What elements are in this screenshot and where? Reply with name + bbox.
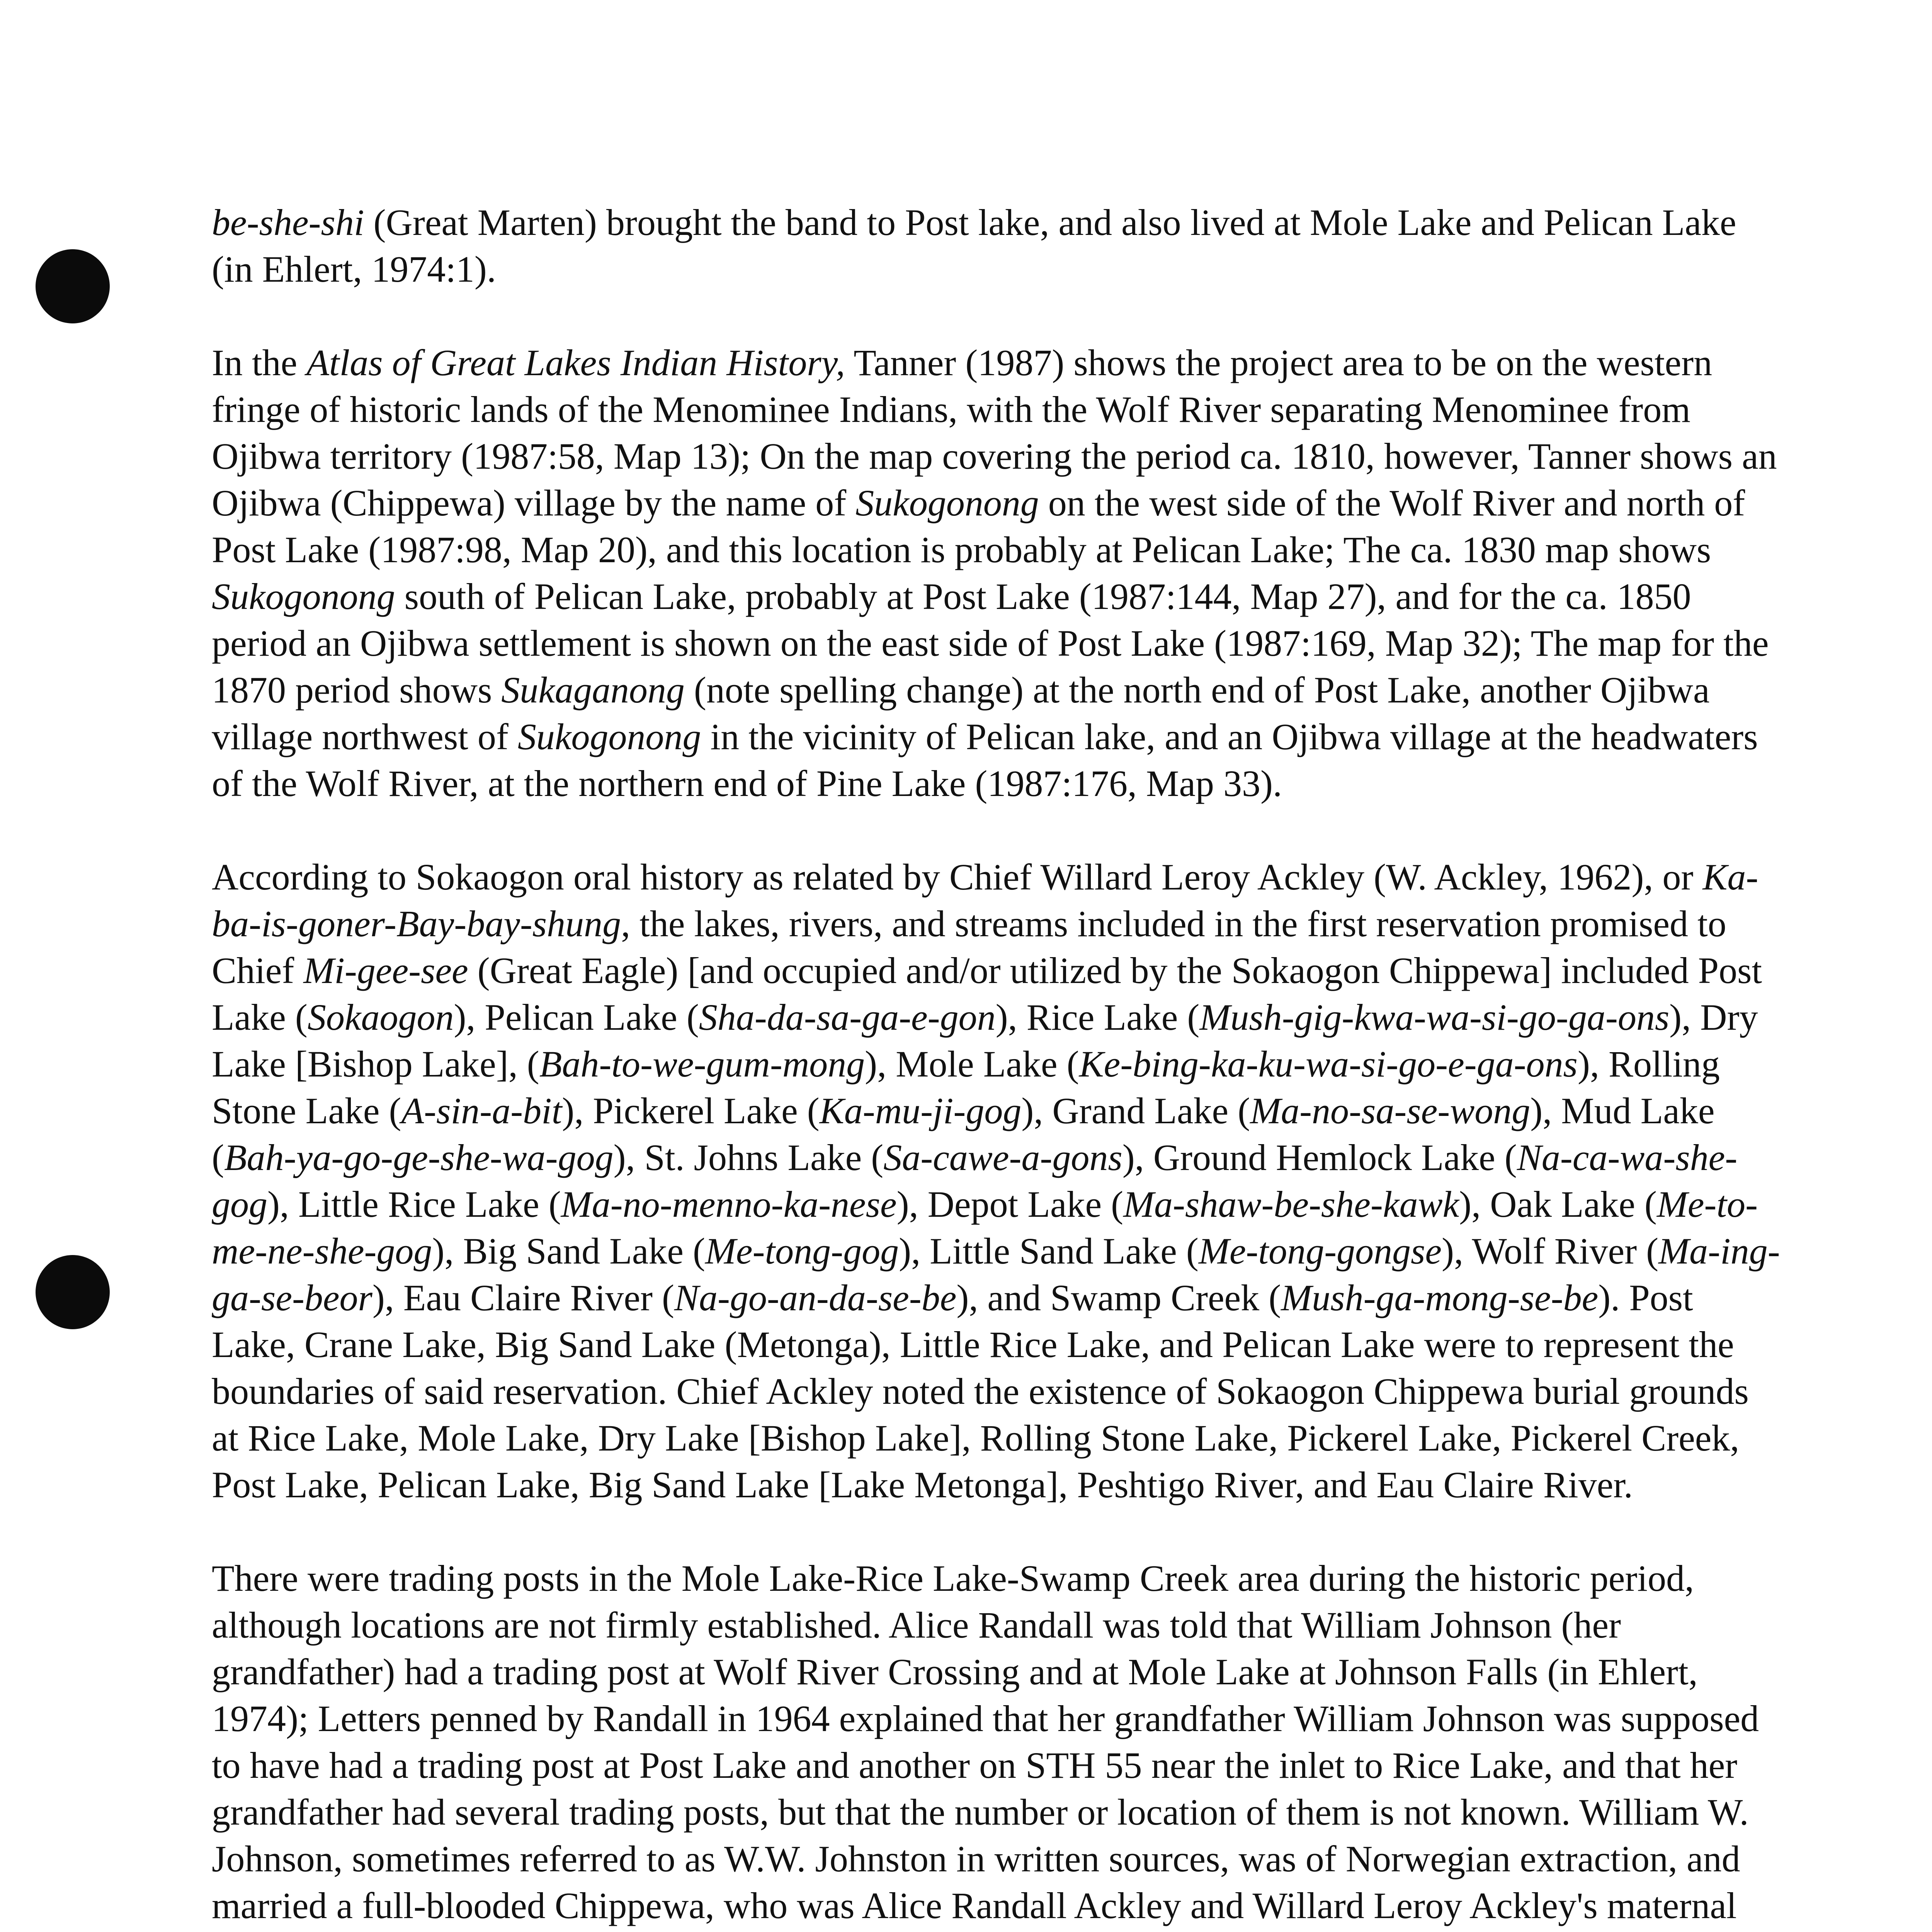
italic-text: Me-to-me-ne-she-gog: [212, 1184, 1758, 1272]
text-run: (note spelling change) at the north end of Post Lake, another Ojibwa village northwest of: [212, 669, 1710, 757]
italic-text: Bah-to-we-gum-mong: [539, 1043, 865, 1085]
italic-text: Sokaogon: [307, 997, 454, 1038]
italic-text: Sukaganong: [501, 669, 685, 711]
text-run: on the west side of the Wolf River and north of Post Lake (1987:98, Map 20), and this location is probably at Pelican Lake; The ca. 1830 map shows: [212, 482, 1745, 570]
text-run: ), Ground Hemlock Lake (: [1122, 1137, 1517, 1178]
italic-text: Mush-gig-kwa-wa-si-go-ga-ons: [1199, 997, 1670, 1038]
italic-text: Ma-no-sa-se-wong: [1250, 1090, 1531, 1131]
text-run: In the: [212, 342, 307, 383]
text-run: ), Rice Lake (: [995, 997, 1200, 1038]
text-run: ), Oak Lake (: [1459, 1184, 1657, 1225]
italic-text: A-sin-a-bit: [401, 1090, 562, 1131]
text-run: ), Pickerel Lake (: [562, 1090, 820, 1131]
text-run: (Great Eagle) [and occupied and/or utilized by the Sokaogon Chippewa] included Post Lake (: [212, 950, 1762, 1038]
text-run: ), Big Sand Lake (: [432, 1230, 705, 1272]
paragraph: [212, 1555, 1781, 1932]
italic-text: Sha-da-sa-ga-e-gon: [699, 997, 996, 1038]
text-run: ), St. Johns Lake (: [613, 1137, 884, 1178]
italic-text: Sukogonong: [855, 482, 1039, 524]
text-run: ), Rolling Stone Lake (: [212, 1043, 1720, 1131]
italic-text: Sukogonong: [212, 576, 395, 617]
paragraph: [212, 854, 1781, 1508]
text-run: ), Little Sand Lake (: [899, 1230, 1199, 1272]
italic-text: be-she-shi: [212, 202, 364, 243]
text-run: (Great Marten) brought the band to Post lake, and also lived at Mole Lake and Pelican Lake (in Ehlert, 1974:1).: [212, 202, 1736, 290]
italic-text: Ma-ing-ga-se-beor: [212, 1230, 1780, 1318]
text-run: According to Sokaogon oral history as related by Chief Willard Leroy Ackley (W. Ackley, 1962), or: [212, 856, 1703, 898]
body-text: [212, 199, 1781, 1932]
paragraph: [212, 199, 1781, 293]
italic-text: Ka-ba-is-goner-Bay-bay-shung: [212, 856, 1759, 944]
text-run: ), Little Rice Lake (: [267, 1184, 561, 1225]
italic-text: Mush-ga-mong-se-be: [1281, 1277, 1599, 1318]
italic-text: Ma-shaw-be-she-kawk: [1123, 1184, 1459, 1225]
binder-hole-top: [36, 249, 110, 323]
italic-text: Atlas of Great Lakes Indian History,: [306, 342, 845, 383]
text-run: ), Mole Lake (: [865, 1043, 1079, 1085]
italic-text: Sa-cawe-a-gons: [883, 1137, 1122, 1178]
italic-text: Ke-bing-ka-ku-wa-si-go-e-ga-ons: [1079, 1043, 1578, 1085]
italic-text: Ma-no-menno-ka-nese: [561, 1184, 897, 1225]
text-run: There were trading posts in the Mole Lake-Rice Lake-Swamp Creek area during the historic period, although locations are not firmly established. Alice Randall was told that William Johnson (her grandfather) had a trading post at Wolf River Crossing and at Mole Lake at Johnson Falls (in Ehlert, 1974); Letters penned by Randall in 1964 explained that her grandfather William Johnson was supposed to have had a trading post at Post Lake and another on STH 55 near the inlet to Rice Lake, and that her grandfather had several trading posts, but that the number or location of them is not known. William W. Johnson, sometimes referred to as W.W. Johnston in written sources, was of Norwegian extraction, and married a full-blooded Chippewa, who was Alice Randall Ackley and Willard Leroy Ackley's maternal: [212, 1558, 1759, 1926]
text-run: ), Wolf River (: [1442, 1230, 1659, 1272]
text-run: , the lakes, rivers, and streams included in the first reservation promised to Chief: [212, 903, 1726, 991]
italic-text: Me-tong-gog: [705, 1230, 899, 1272]
italic-text: Sukogonong: [517, 716, 701, 757]
text-run: ). Post Lake, Crane Lake, Big Sand Lake (Metonga), Little Rice Lake, and Pelican Lake were to represent the boundaries of said reservation. Chief Ackley noted the existence of Sokaogon Chippewa burial grounds at Rice Lake, Mole Lake, Dry Lake [Bishop Lake], Rolling Stone Lake, Pickerel Lake, Pickerel Creek, Post Lake, Pelican Lake, Big Sand Lake [Lake Metonga], Peshtigo River, and Eau Claire River.: [212, 1277, 1749, 1505]
italic-text: Me-tong-gongse: [1198, 1230, 1442, 1272]
italic-text: Ka-mu-ji-gog: [819, 1090, 1022, 1131]
text-run: ), Mud Lake (: [212, 1090, 1715, 1178]
text-run: ), Depot Lake (: [896, 1184, 1124, 1225]
italic-text: Mi-gee-see: [303, 950, 468, 991]
italic-text: Bah-ya-go-ge-she-wa-gog: [224, 1137, 614, 1178]
text-run: ), Dry Lake [Bishop Lake], (: [212, 997, 1758, 1085]
text-run: south of Pelican Lake, probably at Post Lake (1987:144, Map 27), and for the ca. 1850 period an Ojibwa settlement is shown on the east side of Post Lake (1987:169, Map 32); The map for the 1870 period shows: [212, 576, 1769, 711]
text-run: ), and Swamp Creek (: [956, 1277, 1281, 1318]
paragraph: [212, 339, 1781, 807]
text-run: Tanner (1987) shows the project area to be on the western fringe of historic lands of the Menominee Indians, with the Wolf River separating Menominee from Ojibwa territory (1987:58, Map 13); On the map covering the period ca. 1810, however, Tanner shows an Ojibwa (Chippewa) village by the name of: [212, 342, 1777, 524]
text-run: in the vicinity of Pelican lake, and an Ojibwa village at the headwaters of the Wolf River, at the northern end of Pine Lake (1987:176, Map 33).: [212, 716, 1758, 804]
binder-hole-middle: [36, 1255, 110, 1329]
italic-text: Na-ca-wa-she-gog: [212, 1137, 1738, 1225]
text-run: ), Eau Claire River (: [372, 1277, 674, 1318]
italic-text: Na-go-an-da-se-be: [674, 1277, 957, 1318]
text-run: ), Grand Lake (: [1021, 1090, 1250, 1131]
text-run: ), Pelican Lake (: [454, 997, 699, 1038]
